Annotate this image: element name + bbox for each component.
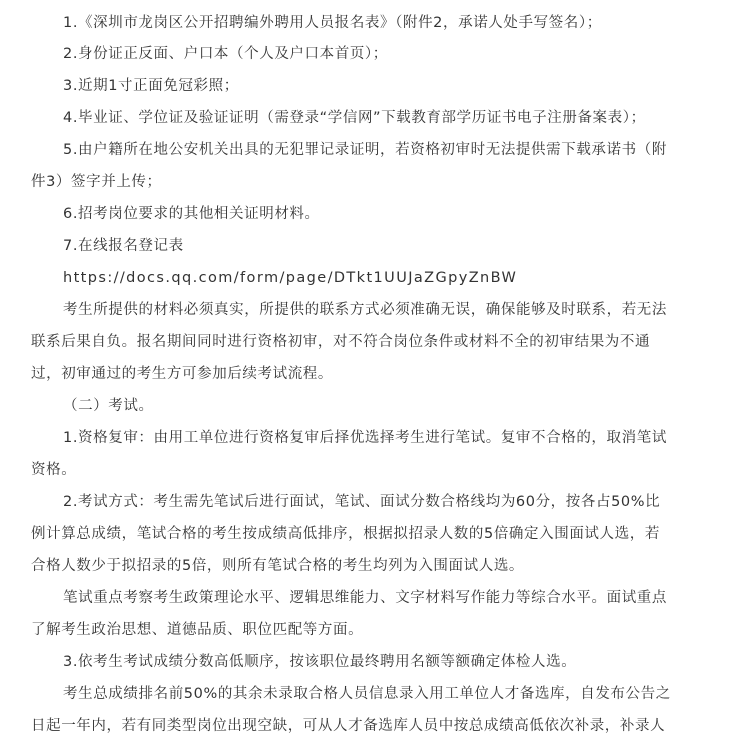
- list-item-online-form: 7.在线报名登记表: [63, 238, 184, 254]
- list-item-criminal-record: 5.由户籍所在地公安机关出具的无犯罪记录证明，若资格初审时无法提供需下载承诺书（附: [63, 142, 667, 158]
- list-item-qualification-review-cont: 资格。: [31, 462, 77, 478]
- paragraph-materials-truth: 考生所提供的材料必须真实，所提供的联系方式必须准确无误，确保能够及时联系，若无法: [63, 302, 667, 318]
- paragraph-materials-truth-line3: 过，初审通过的考生方可参加后续考试流程。: [31, 366, 333, 382]
- list-item-qualification-review: 1.资格复审：由用工单位进行资格复审后择优选择考生进行笔试。复审不合格的，取消笔试: [63, 430, 667, 446]
- paragraph-materials-truth-line2: 联系后果自负。报名期间同时进行资格初审，对不符合岗位条件或材料不全的初审结果为不通: [31, 334, 651, 350]
- paragraph-written-exam-focus-line2: 了解考生政治思想、道德品质、职位匹配等方面。: [31, 622, 364, 638]
- section-heading-exam: （二）考试。: [63, 398, 154, 414]
- online-form-url-link[interactable]: https://docs.qq.com/form/page/DTkt1UUJaZGpyZnBW: [63, 270, 518, 286]
- list-item-medical-exam: 3.依考生考试成绩分数高低顺序，按该职位最终聘用名额等额确定体检人选。: [63, 654, 577, 670]
- paragraph-talent-pool-line2: 日起一年内，若有同类型岗位出现空缺，可从人才备选库人员中按总成绩高低依次补录，补录人: [31, 718, 666, 734]
- paragraph-talent-pool: 考生总成绩排名前50%的其余未录取合格人员信息录入用工单位人才备选库，自发布公告之: [63, 686, 671, 702]
- paragraph-written-exam-focus: 笔试重点考察考生政策理论水平、逻辑思维能力、文字材料写作能力等综合水平。面试重点: [63, 590, 667, 606]
- list-item-diploma: 4.毕业证、学位证及验证证明（需登录“学信网”下载教育部学历证书电子注册备案表）；: [63, 110, 646, 126]
- list-item-exam-method: 2.考试方式：考生需先笔试后进行面试，笔试、面试分数合格线均为60分，按各占50%比: [63, 494, 661, 510]
- list-item-exam-method-line2: 例计算总成绩，笔试合格的考生按成绩高低排序，根据拟招录人数的5倍确定入围面试人选，若: [31, 526, 660, 542]
- list-item-photo: 3.近期1寸正面免冠彩照；: [63, 78, 239, 94]
- list-item-criminal-record-cont: 件3）签字并上传；: [31, 174, 162, 190]
- list-item-registration-form: 1.《深圳市龙岗区公开招聘编外聘用人员报名表》（附件2，承诺人处手写签名）；: [63, 15, 602, 31]
- list-item-other-materials: 6.招考岗位要求的其他相关证明材料。: [63, 206, 320, 222]
- list-item-id-card: 2.身份证正反面、户口本（个人及户口本首页）；: [63, 46, 388, 62]
- list-item-exam-method-line3: 合格人数少于拟招录的5倍，则所有笔试合格的考生均列为入围面试人选。: [31, 558, 525, 574]
